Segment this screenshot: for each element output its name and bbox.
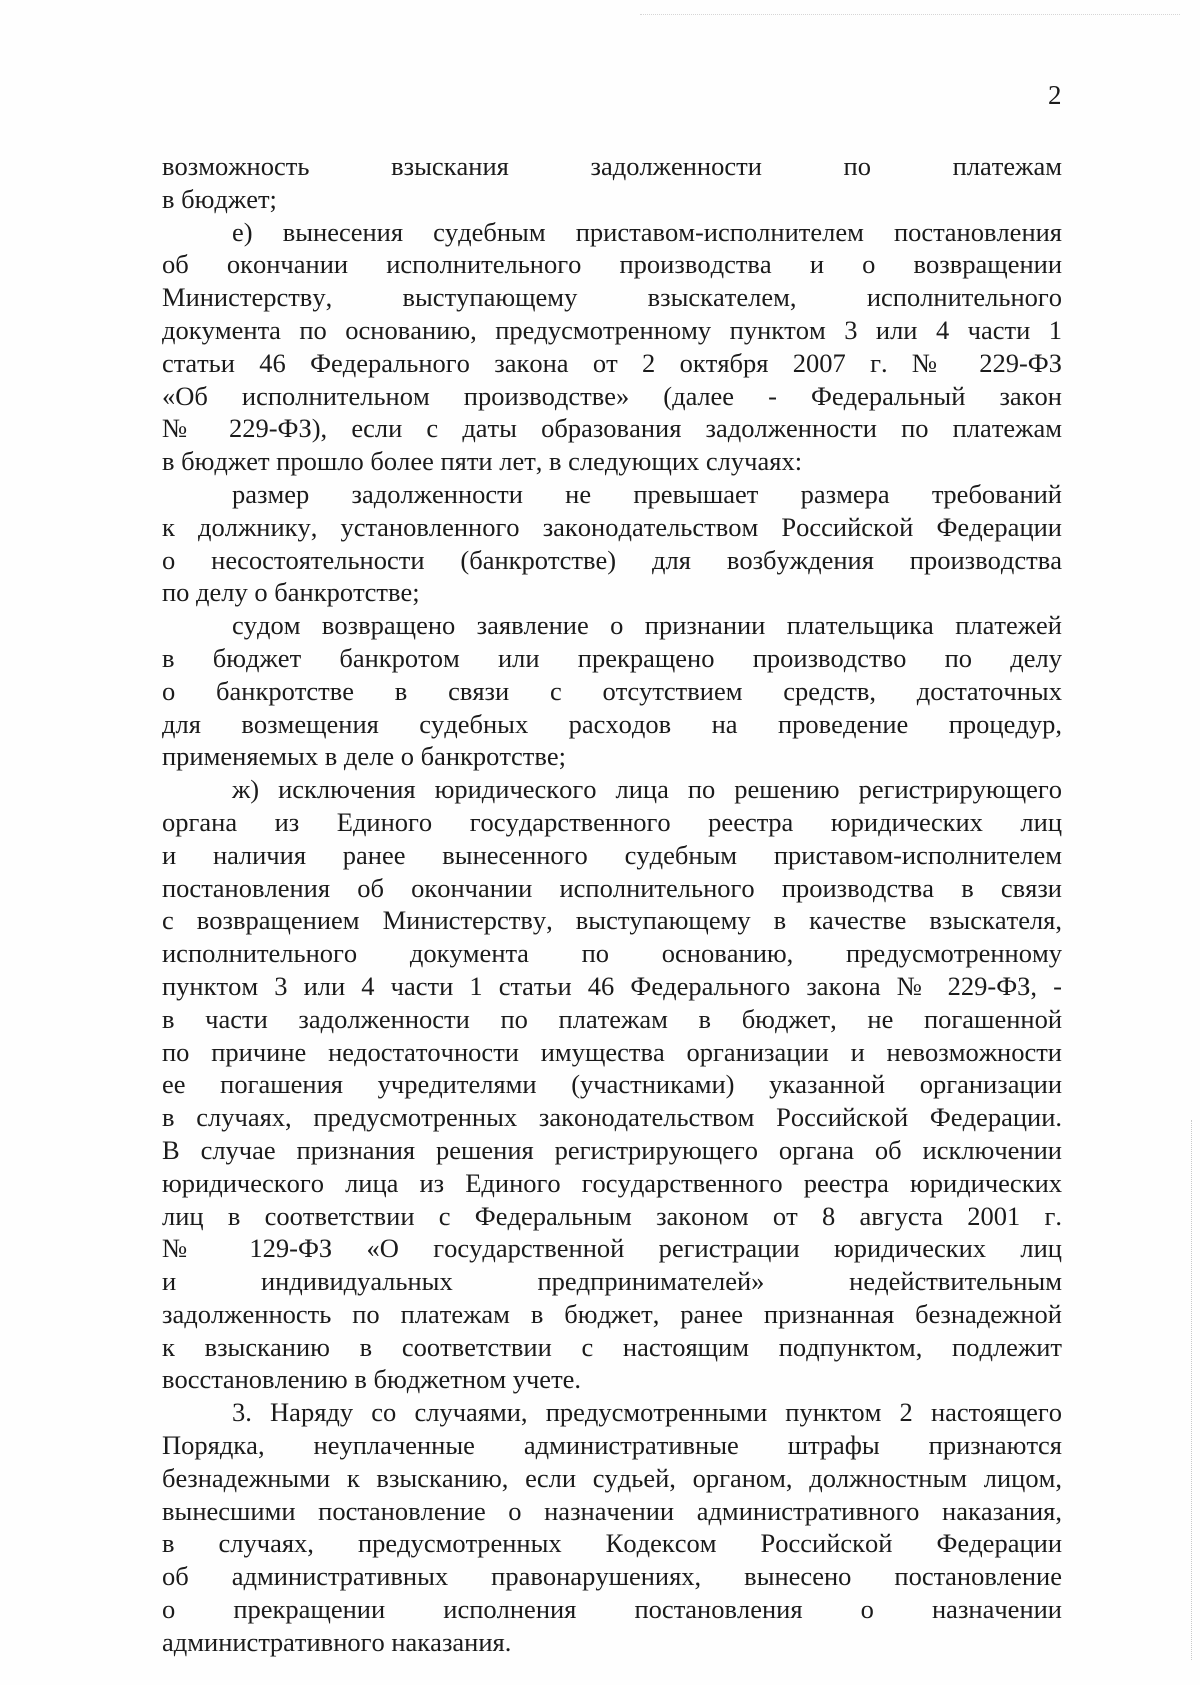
text-line: о несостоятельности (банкротстве) для возбуждения производства	[162, 544, 1062, 575]
text-line: ж) исключения юридического лица по решению регистрирующего	[232, 774, 1062, 805]
text-line: возможность взыскания задолженности по платежам	[162, 151, 1062, 181]
text-line: пунктом 3 или 4 части 1 статьи 46 Федерального закона № 229-ФЗ, -	[162, 970, 1062, 1001]
text-line: судом возвращено заявление о признании плательщика платежей	[232, 610, 1062, 641]
text-line: об административных правонарушениях, вынесено постановление	[162, 1561, 1062, 1592]
text-line: вынесшими постановление о назначении административного наказания,	[162, 1495, 1062, 1526]
text-line: органа из Единого государственного реестра юридических лиц	[162, 806, 1062, 837]
text-line: в бюджет;	[162, 183, 277, 214]
text-line: ее погашения учредителями (участниками) указанной организации	[162, 1069, 1062, 1100]
text-line: в бюджет банкротом или прекращено производство по делу	[162, 642, 1062, 673]
text-line: юридического лица из Единого государственного реестра юридических	[162, 1167, 1062, 1198]
text-line: по причине недостаточности имущества организации и невозможности	[162, 1036, 1062, 1067]
text-line: В случае признания решения регистрирующего органа об исключении	[162, 1134, 1062, 1165]
text-line: е) вынесения судебным приставом-исполнителем постановления	[232, 216, 1062, 247]
document-body	[162, 150, 1062, 1659]
text-line: в бюджет прошло более пяти лет, в следующих случаях:	[162, 446, 803, 477]
text-line: статьи 46 Федерального закона от 2 октября 2007 г. № 229-ФЗ	[162, 347, 1062, 378]
text-line: об окончании исполнительного производства и о возвращении	[162, 249, 1062, 280]
text-line: в части задолженности по платежам в бюджет, не погашенной	[162, 1003, 1062, 1034]
page-number: 2	[1048, 80, 1062, 110]
text-line: к взысканию в соответствии с настоящим подпунктом, подлежит	[162, 1331, 1062, 1362]
text-line: о банкротстве в связи с отсутствием средств, достаточных	[162, 675, 1062, 706]
text-line: административного наказания.	[162, 1626, 512, 1657]
text-line: безнадежными к взысканию, если судьей, органом, должностным лицом,	[162, 1462, 1062, 1493]
text-line: № 129-ФЗ «О государственной регистрации юридических лиц	[162, 1233, 1062, 1264]
text-line: по делу о банкротстве;	[162, 577, 420, 608]
text-line: с возвращением Министерству, выступающему в качестве взыскателя,	[162, 905, 1062, 936]
text-line: в случаях, предусмотренных Кодексом Российской Федерации	[162, 1528, 1062, 1559]
text-line: к должнику, установленного законодательством Российской Федерации	[162, 511, 1062, 542]
text-line: «Об исполнительном производстве» (далее - Федеральный закон	[162, 380, 1062, 411]
text-line: Порядка, неуплаченные административные штрафы признаются	[162, 1430, 1062, 1461]
text-line: документа по основанию, предусмотренному пунктом 3 или 4 части 1	[162, 314, 1062, 345]
text-line: № 229-ФЗ), если с даты образования задолженности по платежам	[162, 413, 1062, 444]
scan-edge-artifact	[640, 14, 1180, 16]
text-line: 3. Наряду со случаями, предусмотренными пунктом 2 настоящего	[232, 1397, 1062, 1428]
text-line: и индивидуальных предпринимателей» недействительным	[162, 1266, 1062, 1297]
text-line: о прекращении исполнения постановления о назначении	[162, 1594, 1062, 1625]
text-line: лиц в соответствии с Федеральным законом от 8 августа 2001 г.	[162, 1200, 1062, 1231]
text-line: задолженность по платежам в бюджет, ранее признанная безнадежной	[162, 1298, 1062, 1329]
text-line: и наличия ранее вынесенного судебным приставом-исполнителем	[162, 839, 1062, 870]
text-line: размер задолженности не превышает размера требований	[232, 478, 1062, 509]
text-line: применяемых в деле о банкротстве;	[162, 741, 566, 772]
text-line: восстановлению в бюджетном учете.	[162, 1364, 582, 1395]
scan-margin-artifact	[1189, 1120, 1192, 1660]
text-line: постановления об окончании исполнительного производства в связи	[162, 872, 1062, 903]
text-line: в случаях, предусмотренных законодательством Российской Федерации.	[162, 1102, 1062, 1133]
text-line: исполнительного документа по основанию, предусмотренному	[162, 938, 1062, 969]
text-line: Министерству, выступающему взыскателем, исполнительного	[162, 282, 1062, 313]
text-line: для возмещения судебных расходов на проведение процедур,	[162, 708, 1062, 739]
